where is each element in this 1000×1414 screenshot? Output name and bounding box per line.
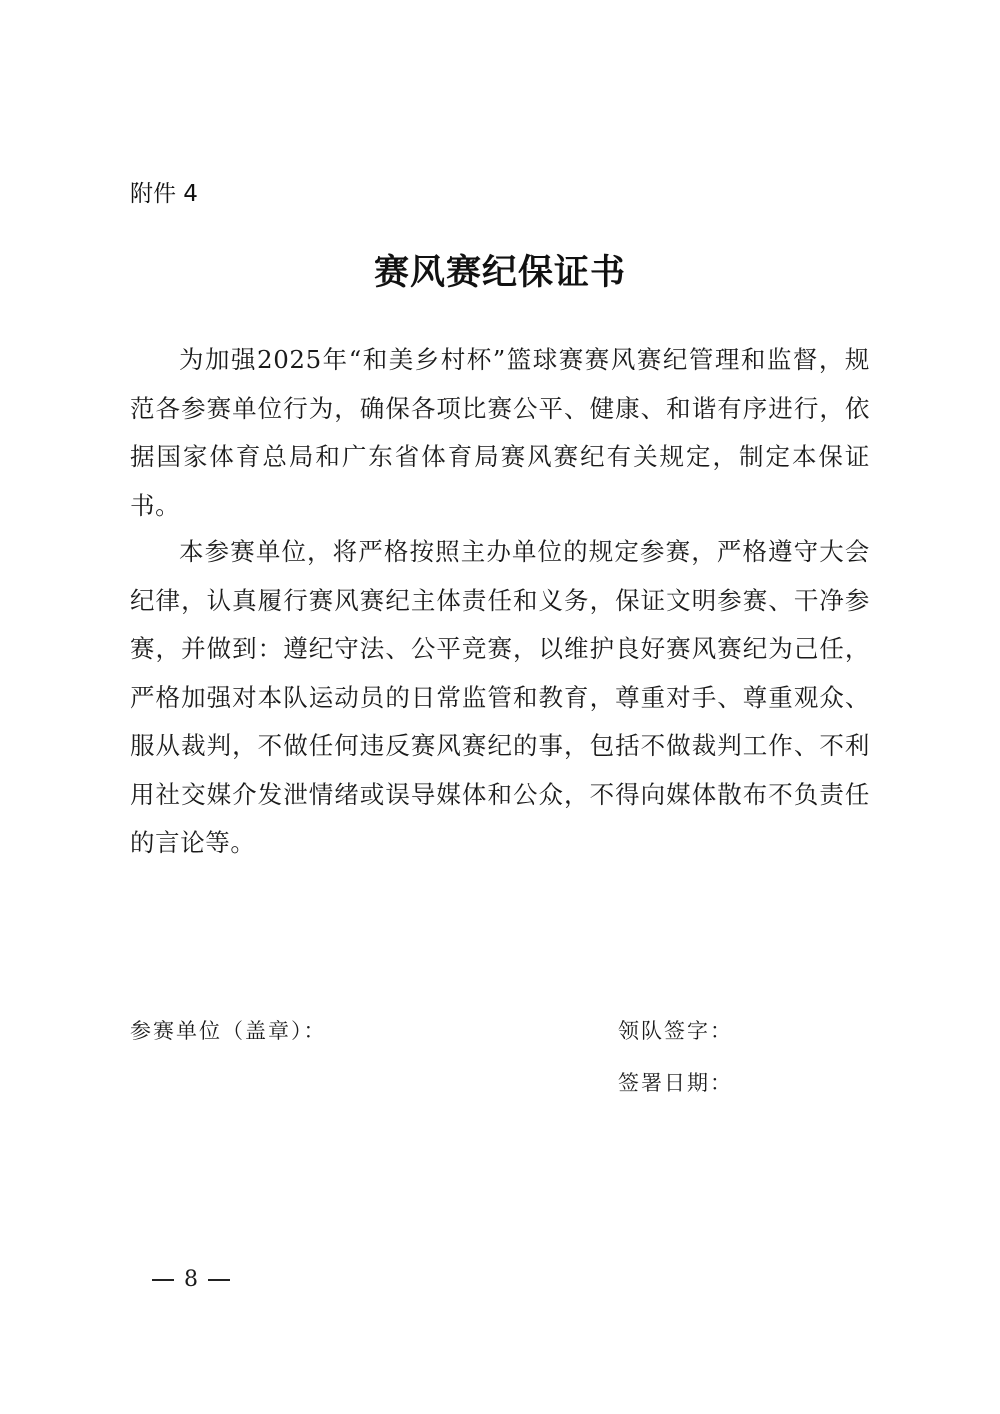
paragraph-text: 本参赛单位，将严格按照主办单位的规定参赛，严格遵守大会纪律，认真履行赛风赛纪主体责任和义务，保证文明参赛、干净参赛，并做到：遵纪守法、公平竞赛，以维护良好赛风赛纪为己任，严格加强对本队运动员的日常监管和教育，尊重对手、尊重观众、服从裁判，不做任何违反赛风赛纪的事，包括不做裁判工作、不利用社交媒介发泄情绪或误导媒体和公众，不得向媒体散布不负责任的言论等。: [130, 537, 870, 857]
dash-left-decoration: [152, 1279, 174, 1281]
page-number: 8: [184, 1267, 198, 1292]
paragraph-text: 为加强2025年“和美乡村杯”篮球赛赛风赛纪管理和监督，规范各参赛单位行为，确保各项比赛公平、健康、和谐有序进行，依据国家体育总局和广东省体育局赛风赛纪有关规定，制定本保证书。: [130, 345, 870, 520]
team-leader-signature-label: 领队签字：: [618, 1019, 733, 1043]
page-footer: [152, 1266, 230, 1294]
attachment-label: 附件 4: [130, 181, 198, 207]
body-paragraph-2: [130, 528, 870, 868]
document-title: 赛风赛纪保证书: [373, 252, 626, 293]
signing-date-label: 签署日期：: [618, 1071, 733, 1095]
dash-right-decoration: [208, 1279, 230, 1281]
body-paragraph-1: [130, 336, 870, 530]
participating-unit-seal-label: 参赛单位（盖章）：: [130, 1019, 327, 1043]
